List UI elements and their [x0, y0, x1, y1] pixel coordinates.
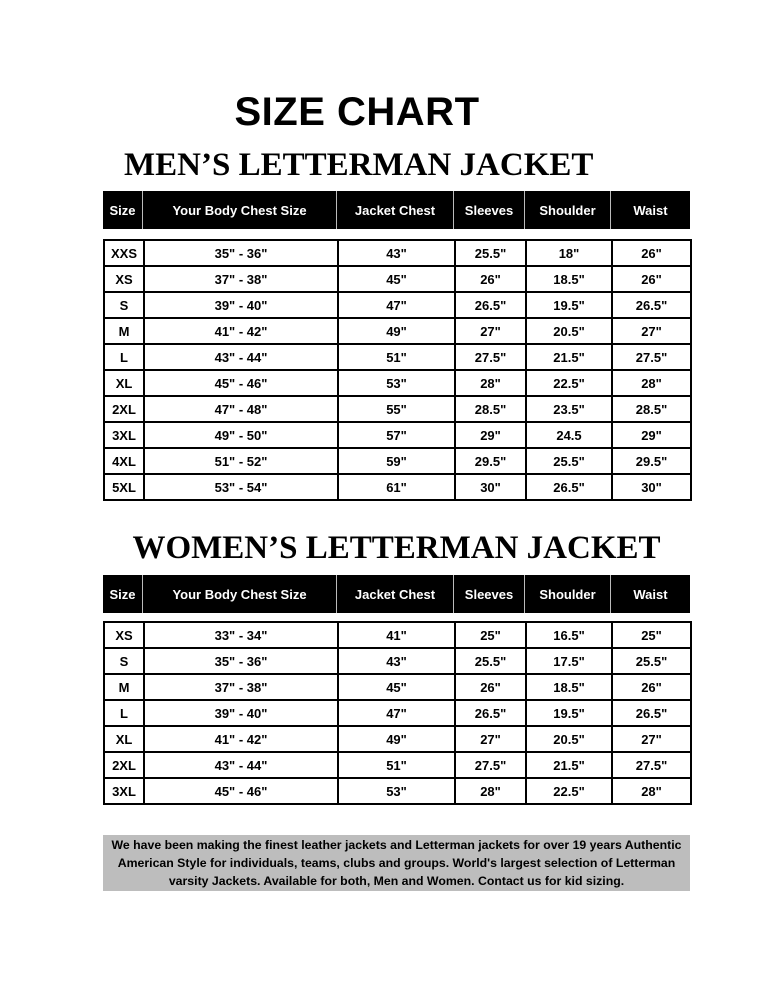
table-cell: 41"	[338, 622, 455, 648]
table-row	[104, 648, 691, 674]
table-cell: 28"	[612, 370, 691, 396]
table-cell: 27.5"	[455, 752, 526, 778]
table-cell: 41" - 42"	[144, 318, 338, 344]
table-cell: 2XL	[104, 752, 144, 778]
table-cell: 27.5"	[612, 752, 691, 778]
table-cell: 49"	[338, 318, 455, 344]
table-row	[104, 266, 691, 292]
column-header-size: Size	[103, 191, 143, 229]
table-cell: 43" - 44"	[144, 752, 338, 778]
table-cell: 22.5"	[526, 778, 612, 804]
table-cell: 45"	[338, 674, 455, 700]
table-cell: 47"	[338, 700, 455, 726]
table-cell: 18.5"	[526, 266, 612, 292]
table-cell: 26"	[612, 674, 691, 700]
table-cell: XL	[104, 726, 144, 752]
womens-size-table	[103, 621, 692, 805]
table-cell: 39" - 40"	[144, 292, 338, 318]
table-cell: 59"	[338, 448, 455, 474]
table-cell: 47"	[338, 292, 455, 318]
column-header-jacket-chest: Jacket Chest	[337, 191, 454, 229]
table-cell: 27.5"	[455, 344, 526, 370]
table-row	[104, 292, 691, 318]
table-cell: 26.5"	[455, 292, 526, 318]
table-cell: 53"	[338, 370, 455, 396]
table-cell: 27"	[455, 318, 526, 344]
table-cell: 45" - 46"	[144, 778, 338, 804]
table-cell: 25.5"	[526, 448, 612, 474]
column-header-shoulder: Shoulder	[525, 575, 611, 613]
table-cell: 26"	[455, 674, 526, 700]
table-cell: 26"	[612, 240, 691, 266]
table-cell: 28"	[455, 370, 526, 396]
table-cell: 45"	[338, 266, 455, 292]
table-cell: 43"	[338, 648, 455, 674]
table-cell: 28.5"	[612, 396, 691, 422]
column-header-sleeves: Sleeves	[454, 191, 525, 229]
table-row	[104, 474, 691, 500]
mens-size-table	[103, 239, 692, 501]
table-cell: 27"	[612, 726, 691, 752]
table-cell: S	[104, 648, 144, 674]
table-cell: 27.5"	[612, 344, 691, 370]
table-cell: 35" - 36"	[144, 648, 338, 674]
table-cell: 30"	[455, 474, 526, 500]
table-cell: 28"	[612, 778, 691, 804]
table-row	[104, 622, 691, 648]
table-row	[104, 344, 691, 370]
table-cell: XS	[104, 266, 144, 292]
table-cell: 35" - 36"	[144, 240, 338, 266]
table-cell: 26.5"	[526, 474, 612, 500]
table-row	[104, 422, 691, 448]
table-row	[104, 674, 691, 700]
table-cell: 4XL	[104, 448, 144, 474]
column-header-jacket-chest: Jacket Chest	[337, 575, 454, 613]
table-cell: 24.5	[526, 422, 612, 448]
womens-table-header	[103, 575, 690, 613]
table-row	[104, 318, 691, 344]
footer-note-text: We have been making the finest leather jackets and Letterman jackets for over 19 years Authentic American Style for individuals, teams, clubs and groups. World's largest selection of Letterman varsity Jackets. Available for both, Men and Women. Contact us for kid sizing.	[111, 838, 682, 888]
table-row	[104, 448, 691, 474]
table-cell: 29.5"	[612, 448, 691, 474]
table-cell: 45" - 46"	[144, 370, 338, 396]
table-cell: 25.5"	[455, 648, 526, 674]
table-cell: 21.5"	[526, 344, 612, 370]
column-header-waist: Waist	[633, 586, 668, 602]
table-cell: 49"	[338, 726, 455, 752]
table-cell: 61"	[338, 474, 455, 500]
table-cell: 27"	[455, 726, 526, 752]
table-cell: 25.5"	[612, 648, 691, 674]
table-cell: XL	[104, 370, 144, 396]
table-cell: 21.5"	[526, 752, 612, 778]
table-cell: S	[104, 292, 144, 318]
table-row	[104, 726, 691, 752]
table-cell: 49" - 50"	[144, 422, 338, 448]
table-cell: 3XL	[104, 422, 144, 448]
column-header-body-chest: Your Body Chest Size	[143, 575, 337, 613]
mens-section-heading: MEN’S LETTERMAN JACKET	[124, 147, 594, 183]
table-cell: 25"	[455, 622, 526, 648]
table-cell: 29"	[455, 422, 526, 448]
column-header-sleeves: Sleeves	[454, 575, 525, 613]
table-cell: 33" - 34"	[144, 622, 338, 648]
mens-table-header	[103, 191, 690, 229]
table-cell: L	[104, 344, 144, 370]
table-cell: 55"	[338, 396, 455, 422]
table-cell: 18"	[526, 240, 612, 266]
table-cell: M	[104, 674, 144, 700]
column-header-body-chest: Your Body Chest Size	[143, 191, 337, 229]
column-header-shoulder: Shoulder	[525, 191, 611, 229]
table-cell: L	[104, 700, 144, 726]
table-cell: 23.5"	[526, 396, 612, 422]
table-cell: 26"	[455, 266, 526, 292]
table-cell: 29.5"	[455, 448, 526, 474]
table-cell: 53" - 54"	[144, 474, 338, 500]
table-cell: 43"	[338, 240, 455, 266]
table-cell: 20.5"	[526, 318, 612, 344]
table-cell: 28"	[455, 778, 526, 804]
table-cell: 22.5"	[526, 370, 612, 396]
table-cell: 41" - 42"	[144, 726, 338, 752]
table-cell: 26.5"	[612, 700, 691, 726]
table-cell: 20.5"	[526, 726, 612, 752]
table-row	[104, 752, 691, 778]
table-cell: 39" - 40"	[144, 700, 338, 726]
table-cell: M	[104, 318, 144, 344]
table-cell: 17.5"	[526, 648, 612, 674]
table-cell: 16.5"	[526, 622, 612, 648]
table-cell: 19.5"	[526, 292, 612, 318]
table-cell: 57"	[338, 422, 455, 448]
table-cell: 26.5"	[455, 700, 526, 726]
table-cell: 19.5"	[526, 700, 612, 726]
table-cell: 37" - 38"	[144, 674, 338, 700]
table-cell: 25.5"	[455, 240, 526, 266]
table-cell: 30"	[612, 474, 691, 500]
table-row	[104, 700, 691, 726]
table-cell: 2XL	[104, 396, 144, 422]
table-cell: 25"	[612, 622, 691, 648]
table-cell: 51"	[338, 752, 455, 778]
footer-note	[103, 835, 690, 891]
table-cell: XXS	[104, 240, 144, 266]
table-cell: 51" - 52"	[144, 448, 338, 474]
table-cell: 53"	[338, 778, 455, 804]
table-cell: 51"	[338, 344, 455, 370]
column-header-size: Size	[103, 575, 143, 613]
table-row	[104, 396, 691, 422]
table-cell: 3XL	[104, 778, 144, 804]
table-cell: 5XL	[104, 474, 144, 500]
womens-section-heading: WOMEN’S LETTERMAN JACKET	[132, 530, 661, 566]
column-header-waist: Waist	[633, 202, 668, 218]
table-row	[104, 370, 691, 396]
table-cell: 37" - 38"	[144, 266, 338, 292]
table-cell: 43" - 44"	[144, 344, 338, 370]
table-cell: 27"	[612, 318, 691, 344]
table-cell: 18.5"	[526, 674, 612, 700]
table-cell: 29"	[612, 422, 691, 448]
table-cell: 26.5"	[612, 292, 691, 318]
table-cell: XS	[104, 622, 144, 648]
table-row	[104, 240, 691, 266]
table-cell: 26"	[612, 266, 691, 292]
table-cell: 28.5"	[455, 396, 526, 422]
table-cell: 47" - 48"	[144, 396, 338, 422]
page-title: SIZE CHART	[234, 90, 480, 134]
table-row	[104, 778, 691, 804]
